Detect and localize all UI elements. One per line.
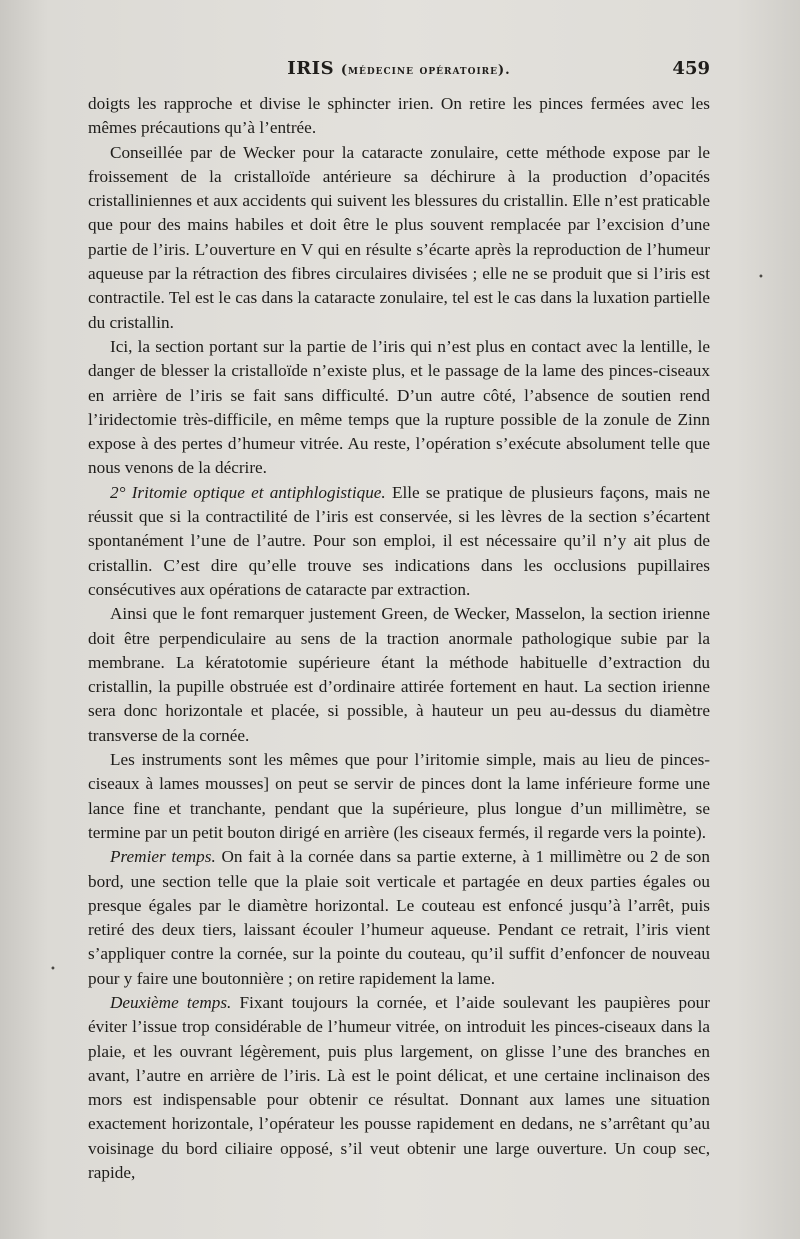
body-text <box>88 92 710 1185</box>
paragraph-text: Elle se pratique de plusieurs façons, mais ne réussit que si la contractilité de l’iris est conservée, si les lèvres de la section s’écartent spontanément l’une de l’autre. Pour son emploi, il est nécessaire qu’il n’y ait plus de cristallin. C’est dire qu’elle trouve ses indications dans les occlusions pupillaires consécutives aux opérations de cataracte par extraction. <box>88 482 710 599</box>
paragraph-text: Ici, la section portant sur la partie de l’iris qui n’est plus en contact avec la lentille, le danger de blesser la cristalloïde n’existe plus, et le passage de la lame des pinces-ciseaux en arrière de l’iris se fait sans difficulté. D’un autre côté, l’absence de soutien rend l’iridectomie très-difficile, en même temps que la rupture possible de la zonule de Zinn expose à des pertes d’humeur vitrée. Au reste, l’opération s’exécute absolument telle que nous venons de la décrire. <box>88 336 710 478</box>
margin-dot-mark: • <box>50 964 56 975</box>
paragraph-3 <box>88 335 710 481</box>
paragraph-lead: 2° Iritomie optique et antiphlogistique. <box>110 482 386 502</box>
margin-dot-mark: • <box>758 272 764 283</box>
paragraph-8 <box>88 991 710 1185</box>
paragraph-text: Fixant toujours la cornée, et l’aide soulevant les paupières pour éviter l’issue trop considérable de l’humeur vitrée, on introduit les pinces-ciseaux dans la plaie, et les ouvrant légèrement, puis plus largement, on glisse l’une des branches en avant, l’autre en arrière de l’iris. Là est le point délicat, et une certaine inclinaison des mors est indispensable pour obtenir ce résultat. Donnant aux lames une situation exactement horizontale, l’opérateur les pousse rapidement en dedans, ne s’arrêtant qu’au voisinage du bord ciliaire opposé, s’il veut obtenir une large ouverture. Un coup sec, rapide, <box>88 992 710 1183</box>
paragraph-text: Ainsi que le font remarquer justement Green, de Wecker, Masselon, la section irienne doit être perpendiculaire au sens de la traction anormale pathologique subie par la membrane. La kératotomie supérieure étant la méthode habituelle d’extraction du cristallin, la pupille obstruée est d’ordinaire attirée fortement en haut. La section irienne sera donc horizontale et placée, si possible, à hauteur un peu au-dessus du diamètre transverse de la cornée. <box>88 604 710 745</box>
paragraph-text: Conseillée par de Wecker pour la cataracte zonulaire, cette méthode expose par le froissement de la cristalloïde antérieure sa déchirure à la production d’opacités cristalliniennes et aux accidents qui suivent les blessures du cristallin. Elle n’est praticable que pour des mains habiles et doit être le plus souvent remplacée par l’excision d’une partie de l’iris. L’ouverture en V qui en résulte s’écarte après la reproduction de l’humeur aqueuse par la rétraction des fibres circulaires divisées ; elle ne se produit que si l’iris est contractile. Tel est le cas dans la cataracte zonulaire, tel est le cas dans la luxation partielle du cristallin. <box>88 142 710 332</box>
paragraph-1 <box>88 92 710 141</box>
paragraph-lead: Premier temps. <box>110 847 216 867</box>
paragraph-5 <box>88 602 710 748</box>
paragraph-text: doigts les rapproche et divise le sphincter irien. On retire les pinces fermées avec les mêmes précautions qu’à l’entrée. <box>88 94 710 138</box>
paragraph-6 <box>88 748 710 845</box>
paragraph-text: On fait à la cornée dans sa partie externe, à 1 millimètre ou 2 de son bord, une section telle que la plaie soit verticale et partagée en deux parties égales ou presque égales par le diamètre horizontal. Le couteau est enfoncé jusqu’à l’arrêt, puis retiré des deux tiers, laissant écouler l’humeur aqueuse. Pendant ce retrait, l’iris vient s’appliquer contre la cornée, sur la pointe du couteau, qu’il suffit d’enfoncer de nouveau pour y faire une boutonnière ; on retire rapidement la lame. <box>88 847 710 988</box>
running-title-sub: (médecine opératoire). <box>340 63 511 78</box>
paragraph-2 <box>88 141 710 335</box>
running-title <box>88 58 710 79</box>
paragraph-lead: Deuxième temps. <box>110 992 232 1012</box>
page-number: 459 <box>672 58 710 79</box>
page-header <box>88 58 710 86</box>
running-title-main: IRIS <box>287 58 335 79</box>
paragraph-4 <box>88 481 710 602</box>
paragraph-7 <box>88 845 710 991</box>
paragraph-text: Les instruments sont les mêmes que pour l’iritomie simple, mais au lieu de pinces-ciseaux à lames mousses] on peut se servir de pinces dont la lame inférieure forme une lance fine et tranchante, pendant que la supérieure, plus longue d’un millimètre, se termine par un petit bouton dirigé en arrière (les ciseaux fermés, il regarde vers la pointe). <box>88 750 710 842</box>
